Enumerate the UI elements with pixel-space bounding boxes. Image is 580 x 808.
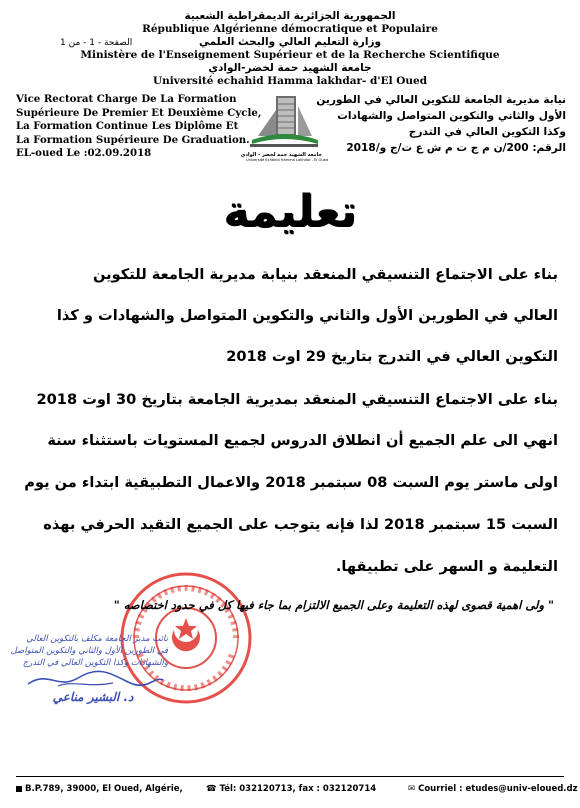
mail-icon: ✉ xyxy=(408,784,416,794)
body-line: التكوين العالي في التدرج بتاريخ 29 اوت 2018 xyxy=(226,348,558,365)
issue-date: EL-oued Le :02.09.2018 xyxy=(16,147,152,159)
deanship-line: الأول والثاني والتكوين المتواصل والشهادات xyxy=(337,110,566,122)
signature-block xyxy=(10,634,168,704)
signature-title-line: والشهادات وكذا التكوين العالي في التدرج xyxy=(22,658,168,668)
university-building-icon xyxy=(246,90,322,148)
header-university-fr: Université echahid Hamma lakhdar- d'El Oued xyxy=(152,75,428,87)
vice-rectorat-line: Vice Rectorat Charge De La Formation xyxy=(16,93,237,105)
body-line: انهي الى علم الجميع أن انطلاق الدروس لجميع المستويات باستثناء سنة xyxy=(47,432,558,449)
address-bullet-icon xyxy=(16,786,22,792)
deanship-line: نيابة مديرية الجامعة للتكوين العالي في الطورين xyxy=(316,94,566,106)
footer-phone-text: Tél: 032120713, fax : 032120714 xyxy=(219,784,377,794)
header-ministry-ar: وزارة التعليم العالي والبحث العلمي xyxy=(198,36,382,48)
body-line: بناء على الاجتماع التنسيقي المنعقد بنيابة مديرية الجامعة للتكوين xyxy=(93,266,558,283)
header-republic-fr: République Algérienne démocratique et Populaire xyxy=(142,23,438,35)
deanship-block xyxy=(316,92,566,156)
header-republic-ar: الجمهورية الجزائرية الديمقراطية الشعبية xyxy=(184,10,396,22)
page-number: الصفحة - 1 - من 1 xyxy=(60,38,133,48)
header-university-ar: جامعة الشهيد حمة لخضر-الوادي xyxy=(208,62,372,74)
footer-phone xyxy=(206,784,376,794)
header-ministry-fr: Ministère de l'Enseignement Supérieur et de la Recherche Scientifique xyxy=(80,49,500,61)
vice-rectorat-block xyxy=(16,93,261,161)
footer-email xyxy=(408,784,578,794)
deanship-line: وكذا التكوين العالي في التدرج xyxy=(408,126,566,138)
footer-address xyxy=(16,784,183,794)
footer-address-text: B.P.789, 39000, El Oued, Algérie, xyxy=(25,784,183,794)
body-line: اولى ماستر يوم السبت 08 سبتمبر 2018 والاعمال التطبيقية ابتداء من يوم xyxy=(24,474,558,491)
vice-rectorat-line: Supérieure De Premier Et Deuxième Cycle, xyxy=(16,106,262,119)
footer-email-text: Courriel : etudes@univ-eloued.dz xyxy=(418,784,578,794)
document-title: تعليمة xyxy=(223,186,357,237)
body-line: العالي في الطورين الأول والثاني والتكوين المتواصل والشهادات و كذا xyxy=(56,307,558,324)
signature-title-line: في الطورين الأول والثاني والتكوين المتواصل xyxy=(10,646,168,656)
vice-rectorat-line: La Formation Continue Les Diplôme Et xyxy=(16,120,239,132)
body-line: بناء على الاجتماع التنسيقي المنعقد بمديرية الجامعة بتاريخ 30 اوت 2018 xyxy=(36,391,558,408)
signature-title-line: نائب مدير الجامعة مكلف بالتكوين العالي xyxy=(26,634,168,644)
logo-caption-ar: جامعة الشهيد حمة لخضر - الوادي xyxy=(240,152,322,158)
university-logo xyxy=(240,90,329,162)
body-line: السبت 15 سبتمبر 2018 لذا فإنه يتوجب على الجميع التقيد الحرفي بهذه xyxy=(43,516,558,533)
signatory-name: د. البشير مناعي xyxy=(52,690,134,704)
closing-quote: " ولى اهمية قصوى لهذه التعليمة وعلى الجميع الالتزام بما جاء فيها كل في حدود اختصاصه " xyxy=(113,598,554,612)
footer-divider xyxy=(16,776,564,777)
phone-icon: ☎ xyxy=(206,784,217,794)
reference-number: الرقم: 200/ن م ج ت م ش ع ت/ج و/2018 xyxy=(346,142,566,154)
vice-rectorat-line: La Formation Supérieure De Graduation. xyxy=(16,133,250,146)
body-line: التعليمة و السهر على تطبيقها. xyxy=(335,558,558,575)
logo-caption-fr: Université Echahid Hamma Lakhdar - El Oued xyxy=(246,158,329,162)
handwritten-signature-icon xyxy=(18,668,168,692)
